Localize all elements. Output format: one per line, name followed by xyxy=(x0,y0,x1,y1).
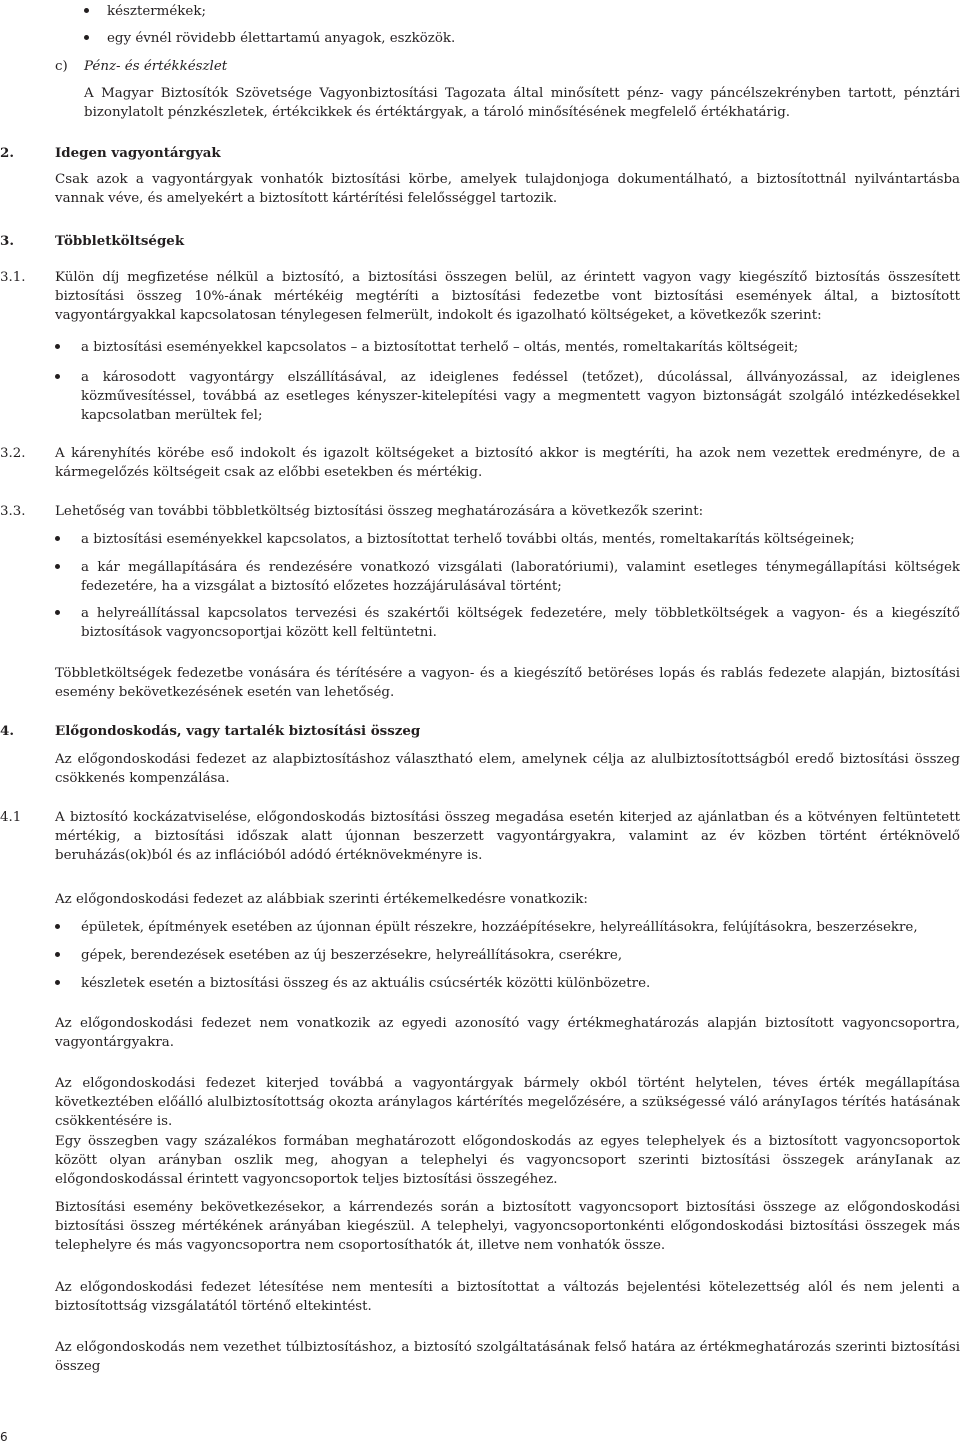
clause-number: 3.1. xyxy=(0,270,26,285)
list-item: egy évnél rövidebb élettartamú anyagok, eszközök. xyxy=(107,31,456,46)
list-item: a helyreállítással kapcsolatos tervezési és szakértői költségek fedezetére, mely többletköltségek a vagyon- és a kiegészítő biztosítások vagyoncsoportjai között kell feltüntetni. xyxy=(81,606,960,641)
bullet-dot xyxy=(55,530,63,538)
section-number: 3. xyxy=(0,233,14,249)
paragraph: Az előgondoskodási fedezet nem vonatkozik az egyedi azonosító vagy értékmeghatározás alapján biztosított vagyoncsoportra, vagyontárgyakra. xyxy=(55,1016,960,1051)
paragraph: Külön díj megfizetése nélkül a biztosító, a biztosítási összegen belül, az érintett vagyon vagy kiegészítő biztosítás összesített biztosítási összeg 10%-ának mértékéig megtéríti a biztosítási fedezetbe vont biztosítási események által, a biztosított vagyontárgyakkal kapcsolatosan ténylegesen felmerült, indokolt és igazolható költségeket, a következők szerint: xyxy=(55,270,960,324)
page-number: 6 xyxy=(0,1430,8,1444)
section-number: 2. xyxy=(0,145,14,161)
list-item: készletek esetén a biztosítási összeg és az aktuális csúcsérték közötti különbözetre. xyxy=(81,976,651,991)
paragraph: Az előgondoskodási fedezet kiterjed továbbá a vagyontárgyak bármely okból történt helytelen, téves érték megállapítása következtében előálló alulbiztosítottság okozta aránylagos kártérítés megelőzésére, a szükségessé váló arányIagos térítés hatásának csökkentésére is. xyxy=(55,1076,960,1130)
paragraph: A Magyar Biztosítók Szövetsége Vagyonbiztosítási Tagozata által minősített pénz- vagy páncélszekrényben tartott, pénztári bizonylatolt pénzkészletek, értékcikkek és értéktárgyak, a tároló minősítésének megfelelő értékhatárig. xyxy=(84,86,960,121)
subsection-title: Pénz- és értékkészlet xyxy=(84,59,228,74)
paragraph: Csak azok a vagyontárgyak vonhatók biztosítási körbe, amelyek tulajdonjoga dokumentálható, a biztosítottnál nyilvántartásba vannak véve, és amelyekért a biztosított kártérítési felelősséggel tartozik. xyxy=(55,172,960,207)
subsection-label: c) xyxy=(55,59,68,74)
clause-number: 3.2. xyxy=(0,446,26,461)
paragraph: A kárenyhítés körébe eső indokolt és igazolt költségeket a biztosító akkor is megtéríti, ha azok nem vezettek eredményre, de a kármegelőzés költségeit csak az előbbi esetekben és mértékig. xyxy=(55,446,960,481)
section-title: Idegen vagyontárgyak xyxy=(55,145,221,161)
list-item: a biztosítási eseményekkel kapcsolatos, a biztosítottat terhelő további oltás, mentés, romeltakarítás költségeinek; xyxy=(81,532,855,547)
bullet-dot xyxy=(55,604,63,612)
bullet-dot xyxy=(55,558,63,566)
paragraph: Az előgondoskodási fedezet az alapbiztosításhoz választható elem, amelynek célja az alulbiztosítottságból eredő biztosítási összeg csökkenés kompenzálása. xyxy=(55,752,960,787)
paragraph: Egy összegben vagy százalékos formában meghatározott előgondoskodás az egyes telephelyek és a biztosított vagyoncsoportok között olyan arányban oszlik meg, ahogyan a telephelyi és vagyoncsoport szerinti biztosítási összegek arányIanak az előgondoskodással érintett vagyoncsoportok teljes biztosítási összegéhez. xyxy=(55,1134,960,1188)
list-item: gépek, berendezések esetében az új beszerzésekre, helyreállításokra, cserékre, xyxy=(81,948,623,963)
paragraph: Az előgondoskodási fedezet létesítése nem mentesíti a biztosítottat a változás bejelentési kötelezettség alól és nem jelenti a biztosítottság vizsgálatától történő eltekintést. xyxy=(55,1280,960,1315)
bullet-dot xyxy=(55,918,63,926)
paragraph: A biztosító kockázatviselése, előgondoskodás biztosítási összeg megadása esetén kiterjed az ajánlatban és a kötvényen feltüntetett mértékig, a biztosítási időszak alatt újonnan beszerzett vagyontárgyakra, valamint az év közben történt értéknövelő beruházás(ok)ból és az inflációból adódó értéknövekményre is. xyxy=(55,810,960,864)
list-item: a kár megállapítására és rendezésére vonatkozó vizsgálati (laboratóriumi), valamint esetleges ténymegállapítási költségek fedezetére, ha a vizsgálat a biztosító előzetes hozzájárulásával történt; xyxy=(81,560,960,595)
paragraph: Biztosítási esemény bekövetkezésekor, a kárrendezés során a biztosított vagyoncsoport biztosítási összege az előgondoskodási biztosítási összeg mértékének arányában kiegészül. A telephelyi, vagyoncsoportonkénti előgondoskodási biztosítási összegek más telephelyre és más vagyoncsoportra nem csoportosíthatók át, illetve nem vonhatók össze. xyxy=(55,1200,960,1254)
paragraph: Az előgondoskodás nem vezethet túlbiztosításhoz, a biztosító szolgáltatásának felső határa az értékmeghatározás szerinti biztosítási összeg xyxy=(55,1340,960,1375)
list-item: épületek, építmények esetében az újonnan épült részekre, hozzáépítésekre, helyreállításokra, felújításokra, beszerzésekre, xyxy=(81,920,918,935)
paragraph: Az előgondoskodási fedezet az alábbiak szerinti értékemelkedésre vonatkozik: xyxy=(55,892,588,907)
section-title: Előgondoskodás, vagy tartalék biztosítási összeg xyxy=(55,723,421,739)
bullet-dot xyxy=(55,368,63,376)
paragraph: Lehetőség van további többletköltség biztosítási összeg meghatározására a következők szerint: xyxy=(55,504,704,519)
list-item: késztermékek; xyxy=(107,4,206,19)
section-title: Többletköltségek xyxy=(55,233,185,249)
bullet-dot xyxy=(55,946,63,954)
clause-number: 4.1 xyxy=(0,810,22,825)
bullet-dot xyxy=(55,974,63,982)
bullet-dot xyxy=(55,338,63,346)
paragraph: Többletköltségek fedezetbe vonására és térítésére a vagyon- és a kiegészítő betöréses lopás és rablás fedezete alapján, biztosítási esemény bekövetkezésének esetén van lehetőség. xyxy=(55,666,960,701)
list-item: a biztosítási eseményekkel kapcsolatos – a biztosítottat terhelő – oltás, mentés, romeltakarítás költségeit; xyxy=(81,340,799,355)
list-item: a károsodott vagyontárgy elszállításával, az ideiglenes fedéssel (tetőzet), dúcolással, állványozással, az ideiglenes közművesítéssel, továbbá az esetleges kényszer-kitelepítési vagy a megmentett vagyon biztonságát szolgáló intézkedésekkel kapcsolatban merültek fel; xyxy=(81,370,960,424)
clause-number: 3.3. xyxy=(0,504,26,519)
section-number: 4. xyxy=(0,723,14,739)
bullet-dot xyxy=(84,29,92,37)
bullet-dot xyxy=(84,2,92,10)
